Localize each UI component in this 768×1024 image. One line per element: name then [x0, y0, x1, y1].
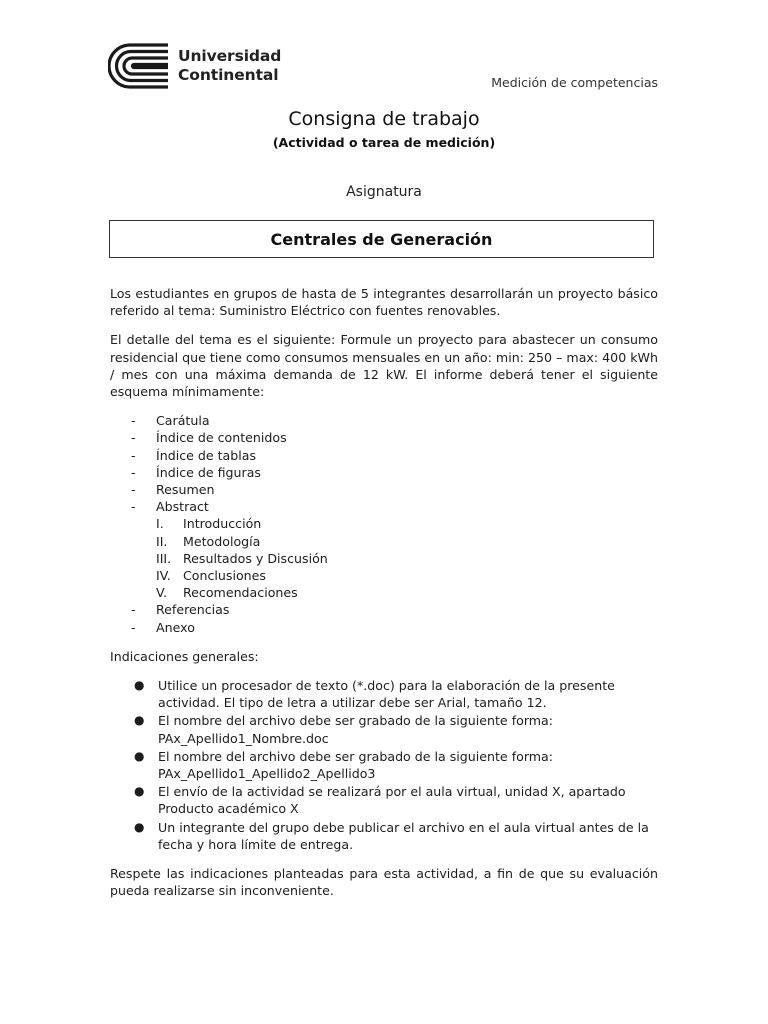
indication-item [110, 748, 658, 782]
dash-marker: - [131, 413, 136, 429]
bullet-icon: ● [134, 713, 145, 728]
indications-heading: Indicaciones generales: [110, 648, 259, 664]
detail-paragraph: El detalle del tema es el siguiente: Formule un proyecto para abastecer un consumo residencial que tiene como consumos mensuales en un año: min: 250 – max: 400 kWh / mes con una máxima demanda de 12 kW. El informe deberá tener el siguiente esquema mínimamente: [110, 332, 658, 400]
section-item [110, 567, 658, 584]
section-label: Recomendaciones [183, 585, 298, 601]
page-subtitle: (Actividad o tarea de medición) [272, 135, 496, 150]
outline-item-label: Referencias [156, 602, 230, 618]
section-label: Metodología [183, 533, 261, 549]
outline-sections [110, 515, 658, 601]
logo-text [178, 47, 281, 85]
indication-text: El envío de la actividad se realizará por el aula virtual, unidad X, apartado Producto académico X [158, 784, 626, 817]
outline-item [110, 447, 658, 464]
outline-item-label: Carátula [156, 413, 210, 429]
outline-item [110, 601, 658, 618]
header-section-label: Medición de competencias [491, 75, 658, 90]
section-label: Introducción [183, 516, 262, 532]
outline-item [110, 429, 658, 446]
outline-item [110, 498, 658, 515]
document-body [110, 285, 658, 912]
section-label: Conclusiones [183, 568, 266, 584]
outline-item-label: Índice de figuras [156, 464, 261, 480]
outline-item [110, 619, 658, 636]
page-title: Consigna de trabajo [288, 108, 480, 130]
indication-text: Un integrante del grupo debe publicar el archivo en el aula virtual antes de la fecha y hora límite de entrega. [158, 819, 649, 852]
logo-line-1: Universidad [178, 47, 282, 65]
dash-marker: - [131, 619, 136, 635]
continental-c-icon [108, 43, 170, 89]
outline-item-label: Anexo [156, 619, 195, 635]
dash-marker: - [131, 464, 136, 480]
bullet-icon: ● [134, 819, 145, 834]
logo-line-2: Continental [178, 66, 279, 84]
section-item [110, 550, 658, 567]
section-item [110, 533, 658, 550]
bullet-icon: ● [134, 748, 145, 763]
outline-item [110, 481, 658, 498]
report-sections-list [110, 515, 658, 601]
outline-item-label: Abstract [156, 499, 209, 515]
section-number: II. [156, 533, 168, 549]
course-name: Centrales de Generación [270, 229, 493, 249]
outline-item-label: Índice de contenidos [156, 430, 287, 446]
indication-item [110, 712, 658, 746]
section-number: IV. [156, 568, 171, 584]
outline-item-label: Índice de tablas [156, 447, 257, 463]
dash-marker: - [131, 602, 136, 618]
outline-item [110, 464, 658, 481]
outline-item [110, 412, 658, 429]
dash-marker: - [131, 482, 136, 498]
course-label: Asignatura [346, 184, 422, 200]
dash-marker: - [131, 499, 136, 515]
intro-paragraph: Los estudiantes en grupos de hasta de 5 integrantes desarrollarán un proyecto básico referido al tema: Suministro Eléctrico con fuentes renovables. [110, 286, 658, 319]
indication-text: El nombre del archivo debe ser grabado de la siguiente forma: PAx_Apellido1_Apellido2_Apellido3 [158, 748, 554, 782]
bullet-icon: ● [134, 678, 145, 693]
section-item [110, 584, 658, 601]
section-item [110, 515, 658, 532]
course-name-box [109, 220, 654, 258]
outline-item-label: Resumen [156, 482, 215, 498]
indication-item [110, 819, 658, 853]
dash-marker: - [131, 447, 136, 463]
bullet-icon: ● [134, 784, 145, 799]
dash-marker: - [131, 430, 136, 446]
section-number: I. [156, 516, 164, 532]
report-outline [110, 412, 658, 636]
indications-list [110, 677, 658, 853]
university-logo [108, 43, 281, 89]
indication-text: El nombre del archivo debe ser grabado de la siguiente forma: PAx_Apellido1_Nombre.doc [158, 713, 554, 746]
indication-item [110, 783, 658, 817]
indication-item [110, 677, 658, 711]
closing-paragraph: Respete las indicaciones planteadas para esta actividad, a fin de que su evaluación pueda realizarse sin inconveniente. [110, 866, 658, 899]
section-number: III. [156, 550, 172, 566]
indication-text: Utilice un procesador de texto (*.doc) para la elaboración de la presente actividad. El tipo de letra a utilizar debe ser Arial, tamaño 12. [158, 678, 615, 711]
section-number: V. [156, 585, 167, 601]
section-label: Resultados y Discusión [183, 550, 328, 566]
